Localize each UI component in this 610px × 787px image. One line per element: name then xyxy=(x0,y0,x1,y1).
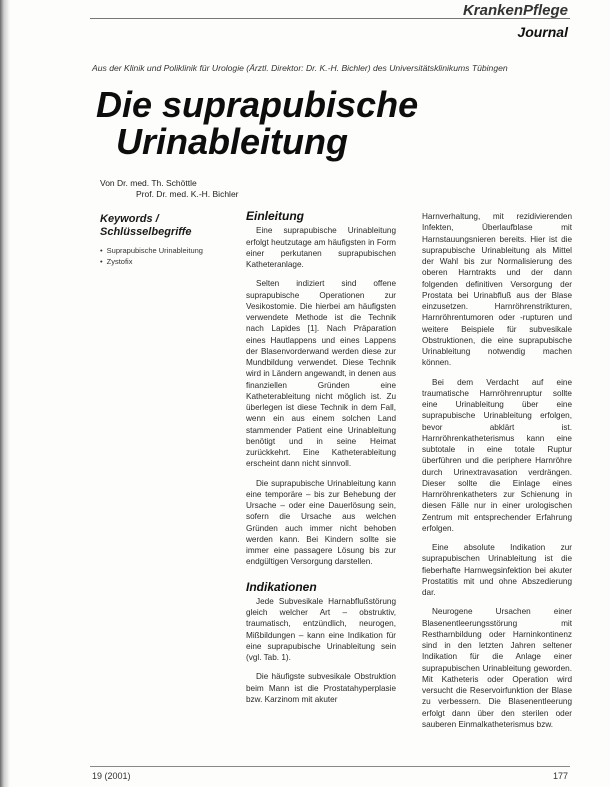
authors xyxy=(100,178,239,200)
section-heading-einleitung: Einleitung xyxy=(246,209,304,223)
footer-rule xyxy=(90,766,570,767)
paragraph: Eine suprapubische Urinableitung erfolgt heutzutage am häufigsten in Form einer perkutanen suprapubischen Katheteranlage. xyxy=(246,226,396,269)
journal-masthead xyxy=(463,2,568,40)
article-title xyxy=(96,86,418,160)
affiliation: Aus der Klinik und Poliklinik für Urologie (Ärztl. Direktor: Dr. K.-H. Bichler) des Universitätsklinikums Tübingen xyxy=(92,63,508,73)
section-heading-indikationen: Indikationen xyxy=(246,579,317,594)
header-rule xyxy=(90,18,570,19)
paragraph: Selten indiziert sind offene suprapubische Operationen zur Vesikostomie. Die hierbei am häufigsten verwendete Methode ist die Technik nach Lapides [1]. Nach Präparation eines Hautlappens und eines Lappens der Blasenvorderwand werden diese zur Mundbildung verwendet. Diese Technik wird in Ländern angewandt, in denen aus finanziellen Gründen eine Katheterableitung nicht möglich ist. Zu überlegen ist diese Technik in dem Fall, wenn ein aus einem solchen Land stammender Patient eine Urinableitung benötigt und in seine Heimat zurückkehrt. Eine Katheterableitung erscheint dann nicht sinnvoll. xyxy=(246,279,396,469)
paragraph: Eine absolute Indikation zur suprapubischen Urinableitung ist die fieberhafte Harnwegsinfektion bei akuter Prostatitis mit und ohne Abszedierung dar. xyxy=(422,543,572,597)
keywords-box xyxy=(100,213,225,267)
text-column-3 xyxy=(422,211,572,738)
paragraph: Harnverhaltung, mit rezidivierenden Infekten, Überlaufblase mit Harnstauungsnieren bereits. Hier ist die suprapubische Urinableitung als Mittel der Wahl bis zur Normalisierung des oberen Harntrakts und der dann folgenden definitiven Versorgung der Prostata bei Urinabfluß aus der Blase einzusetzen. Harnröhrenstrikturen, Harnröhrentumoren oder -rupturen und weitere Beispiele für subvesikale Obstruktionen, die eine suprapubische Urinableitung notwendig machen können. xyxy=(422,212,572,368)
paragraph: Die häufigste subvesikale Obstruktion beim Mann ist die Prostatahyperplasie bzw. Karzinom mit akuter xyxy=(246,672,396,704)
keywords-heading: Keywords / Schlüsselbegriffe xyxy=(100,213,192,238)
page-number: 177 xyxy=(552,771,568,781)
keywords-list xyxy=(100,245,225,267)
issue-number: 19 (2001) xyxy=(92,771,131,781)
paragraph: Jede Subvesikale Harnabflußstörung gleich welcher Art – obstruktiv, traumatisch, entzündlich, neurogen, Mißbildungen – kann eine Indikation für eine suprapubische Urinableitung sein (vgl. Tab. 1). xyxy=(246,596,396,662)
title-line-1: Die suprapubische xyxy=(96,84,419,125)
paragraph: Die suprapubische Urinableitung kann eine temporäre – bis zur Behebung der Ursache – oder eine Dauerlösung sein, sofern die Ursache aus welchen Gründen auch immer nicht behoben werden kann. Bei Kindern sollte sie immer eine passagere Lösung bis zur endgültigen Versorgung darstellen. xyxy=(246,478,396,567)
paragraph: Neurogene Ursachen einer Blasenentleerungsstörung mit Restharnbildung oder Harninkontinenz sind in den letzten Jahren seltener Indikation für die Anlage einer suprapubischen Urinableitung geworden. Mit Katheteris oder Operation wird versucht die Reservoirfunktion der Blase zu verbessern. Die Blasenentleerung erfolgt dann über den sterilen oder sauberen Einmalkatheterismus bzw. xyxy=(422,607,572,729)
scan-edge-shadow xyxy=(0,0,10,787)
paragraph: Bei dem Verdacht auf eine traumatische Harnröhrenruptur sollte eine Urinableitung über eine suprapubische Urinableitung erfolgen, bevor abklärt ist. Harnröhrenkatheterismus kann eine subtotale in eine totale Ruptur überführen und die periphere Harnröhre durch Urinextravasation verdrängen. Dieser sollte die Einlage eines Harnröhrenkatheters zur Schienung in diesen Fälle nur in einer urologischen Zentrum mit entsprechender Erfahrung erfolgen. xyxy=(422,377,572,533)
author-line-2: Prof. Dr. med. K.-H. Bichler xyxy=(136,189,239,199)
journal-label: Journal xyxy=(517,24,568,40)
text-column-2 xyxy=(246,211,396,713)
journal-brand: KrankenPflege xyxy=(462,2,568,19)
keyword-item: • Zystofix xyxy=(100,256,225,267)
author-line-1: Von Dr. med. Th. Schöttle xyxy=(100,178,197,188)
title-line-2: Urinableitung xyxy=(116,121,348,162)
keyword-item: • Suprapubische Urinableitung xyxy=(100,245,225,256)
